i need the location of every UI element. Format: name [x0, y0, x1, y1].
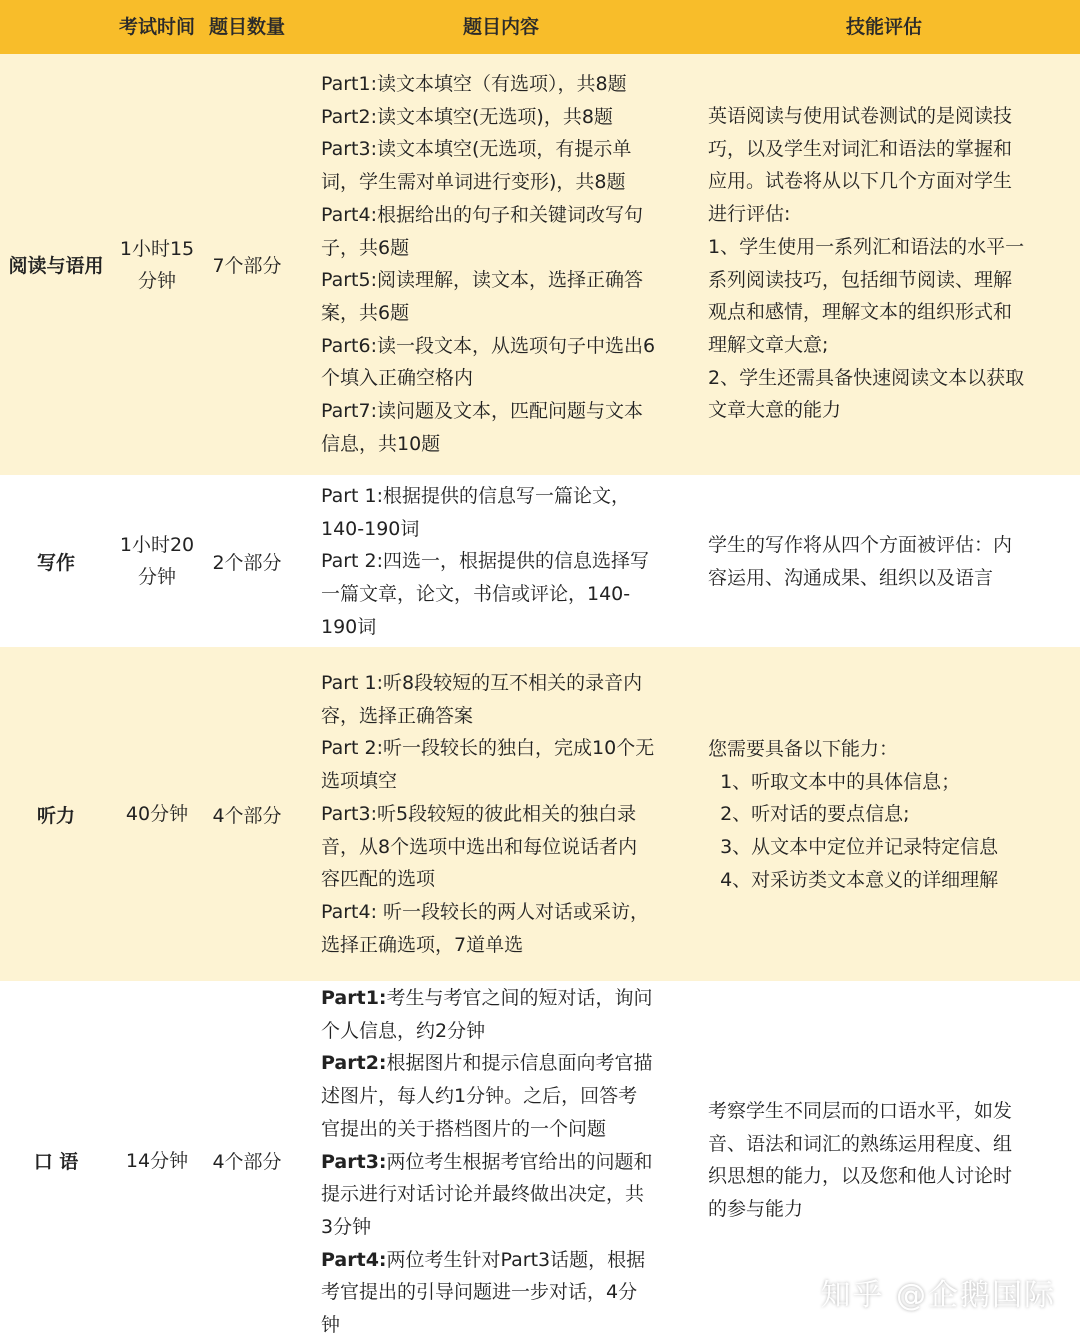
table-header [0, 0, 1080, 54]
content-line: 一篇文章，论文，书信或评论，140- [321, 583, 631, 606]
header-content: 题目内容 [462, 16, 539, 38]
content-line: Part 2:四选一，根据提供的信息选择写 [321, 550, 650, 573]
skill-line: 1、学生使用一系列汇和语法的水平一 [708, 235, 1025, 258]
subject-cell: 写作 [36, 551, 75, 574]
skill-line: 2、学生还需具备快速阅读文本以获取 [708, 366, 1025, 389]
skill-line: 学生的写作将从四个方面被评估：内 [708, 534, 1013, 556]
count-cell: 4个部分 [212, 804, 282, 827]
content-line: 述图片，每人约1分钟。之后，回答考 [321, 1085, 638, 1108]
content-line: 容匹配的选项 [321, 868, 436, 891]
count-cell: 2个部分 [212, 551, 282, 574]
subject-cell: 口 语 [33, 1151, 79, 1173]
skill-line: 音、语法和词汇的熟练运用程度、组 [708, 1132, 1013, 1155]
content-line: Part7:读问题及文本，匹配问题与文本 [321, 400, 643, 423]
content-line: Part1:读文本填空（有选项），共8题 [321, 73, 627, 95]
count-cell: 4个部分 [212, 1151, 282, 1173]
content-line: 子，共6题 [321, 236, 410, 259]
time-cell [112, 981, 202, 1340]
skill-cell [708, 733, 1060, 897]
content-line: 选择正确选项，7道单选 [321, 933, 524, 956]
subject-cell: 阅读与语用 [8, 255, 104, 277]
time-text: 14分钟 [125, 1149, 189, 1172]
content-line: 个填入正确空格内 [321, 367, 474, 390]
content-cell [321, 480, 681, 644]
skill-line: 容运用、沟通成果、组织以及语言 [708, 566, 994, 589]
skill-line: 观点和感情，理解文本的组织形式和 [708, 301, 1013, 324]
time-text: 1小时15 分钟 [119, 237, 195, 292]
content-line: 190词 [321, 615, 377, 638]
content-line: 选项填空 [321, 770, 398, 793]
content-cell [321, 667, 681, 961]
content-line: Part3:两位考生根据考官给出的问题和 [321, 1150, 653, 1173]
time-cell [112, 647, 202, 981]
skill-line: 4、对采访类文本意义的详细理解 [708, 868, 999, 891]
content-line: 3分钟 [321, 1215, 372, 1238]
watermark: 知乎 @企鹅国际 [820, 1278, 1056, 1313]
content-line: Part4: 听一段较长的两人对话或采访， [321, 900, 650, 923]
content-line: 容，选择正确答案 [321, 704, 474, 727]
content-line: Part 1:根据提供的信息写一篇论文， [321, 485, 631, 507]
skill-line: 巧，以及学生对词汇和语法的掌握和 [708, 137, 1013, 160]
header-skill: 技能评估 [845, 16, 922, 38]
subject-cell: 听力 [36, 804, 75, 827]
skill-line: 系列阅读技巧，包括细节阅读、理解 [708, 268, 1013, 291]
content-line: 140-190词 [321, 517, 420, 540]
time-text: 40分钟 [125, 803, 189, 825]
skill-line: 应用。试卷将从以下几个方面对学生 [708, 170, 1013, 193]
content-line: 钟 [321, 1314, 341, 1337]
table-row-listening [0, 647, 1080, 981]
skill-line: 考察学生不同层而的口语水平，如发 [708, 1100, 1013, 1122]
skill-line: 1、听取文本中的具体信息； [708, 770, 961, 793]
content-line: Part5:阅读理解，读文本，选择正确答 [321, 269, 643, 292]
header-count: 题目数量 [208, 16, 285, 38]
content-line: Part4:两位考生针对Part3话题，根据 [321, 1248, 646, 1271]
content-line: 个人信息，约2分钟 [321, 1019, 486, 1042]
content-line: Part4:根据给出的句子和关键词改写句 [321, 203, 643, 226]
count-cell: 7个部分 [212, 255, 282, 277]
content-line: 词，学生需对单词进行变形)，共8题 [321, 171, 626, 194]
skill-cell [708, 100, 1060, 427]
skill-line: 的参与能力 [708, 1198, 804, 1221]
content-cell [321, 68, 681, 460]
content-line: Part3:听5段较短的彼此相关的独白录 [321, 802, 637, 825]
skill-cell [708, 1095, 1060, 1226]
skill-line: 进行评估: [708, 203, 791, 226]
skill-line: 3、从文本中定位并记录特定信息 [708, 836, 999, 859]
content-line: Part2:根据图片和提示信息面向考官描 [321, 1052, 653, 1075]
content-line: 音，从8个选项中选出和每位说话者内 [321, 835, 638, 858]
skill-line: 理解文章大意; [708, 333, 829, 356]
content-line: 考官提出的引导问题进一步对话，4分 [321, 1281, 638, 1304]
skill-line: 2、听对话的要点信息; [708, 803, 910, 826]
content-line: Part3:读文本填空(无选项，有提示单 [321, 138, 632, 161]
skill-cell [708, 529, 1060, 594]
content-line: 案，共6题 [321, 301, 410, 324]
time-cell [112, 475, 202, 647]
content-cell [321, 982, 681, 1340]
content-line: 信息，共10题 [321, 432, 441, 455]
skill-line: 文章大意的能力 [708, 399, 842, 422]
table-row-writing [0, 475, 1080, 647]
time-text: 1小时20 分钟 [119, 534, 195, 588]
skill-line: 您需要具备以下能力： [708, 738, 899, 760]
skill-line: 织思想的能力，以及您和他人讨论时 [708, 1165, 1013, 1188]
content-line: Part 1:听8段较短的互不相关的录音内 [321, 672, 643, 694]
content-line: Part 2:听一段较长的独白，完成10个无 [321, 737, 655, 760]
skill-line: 英语阅读与使用试卷测试的是阅读技 [708, 105, 1013, 127]
content-line: Part6:读一段文本，从选项句子中选出6 [321, 334, 656, 357]
table-row-reading [0, 54, 1080, 475]
content-line: 提示进行对话讨论并最终做出决定，共 [321, 1183, 645, 1206]
content-line: 官提出的关于搭档图片的一个问题 [321, 1117, 607, 1140]
time-cell [112, 54, 202, 475]
content-line: Part1:考生与考官之间的短对话，询问 [321, 987, 653, 1009]
content-line: Part2:读文本填空(无选项)，共8题 [321, 105, 613, 128]
header-time: 考试时间 [118, 16, 195, 38]
